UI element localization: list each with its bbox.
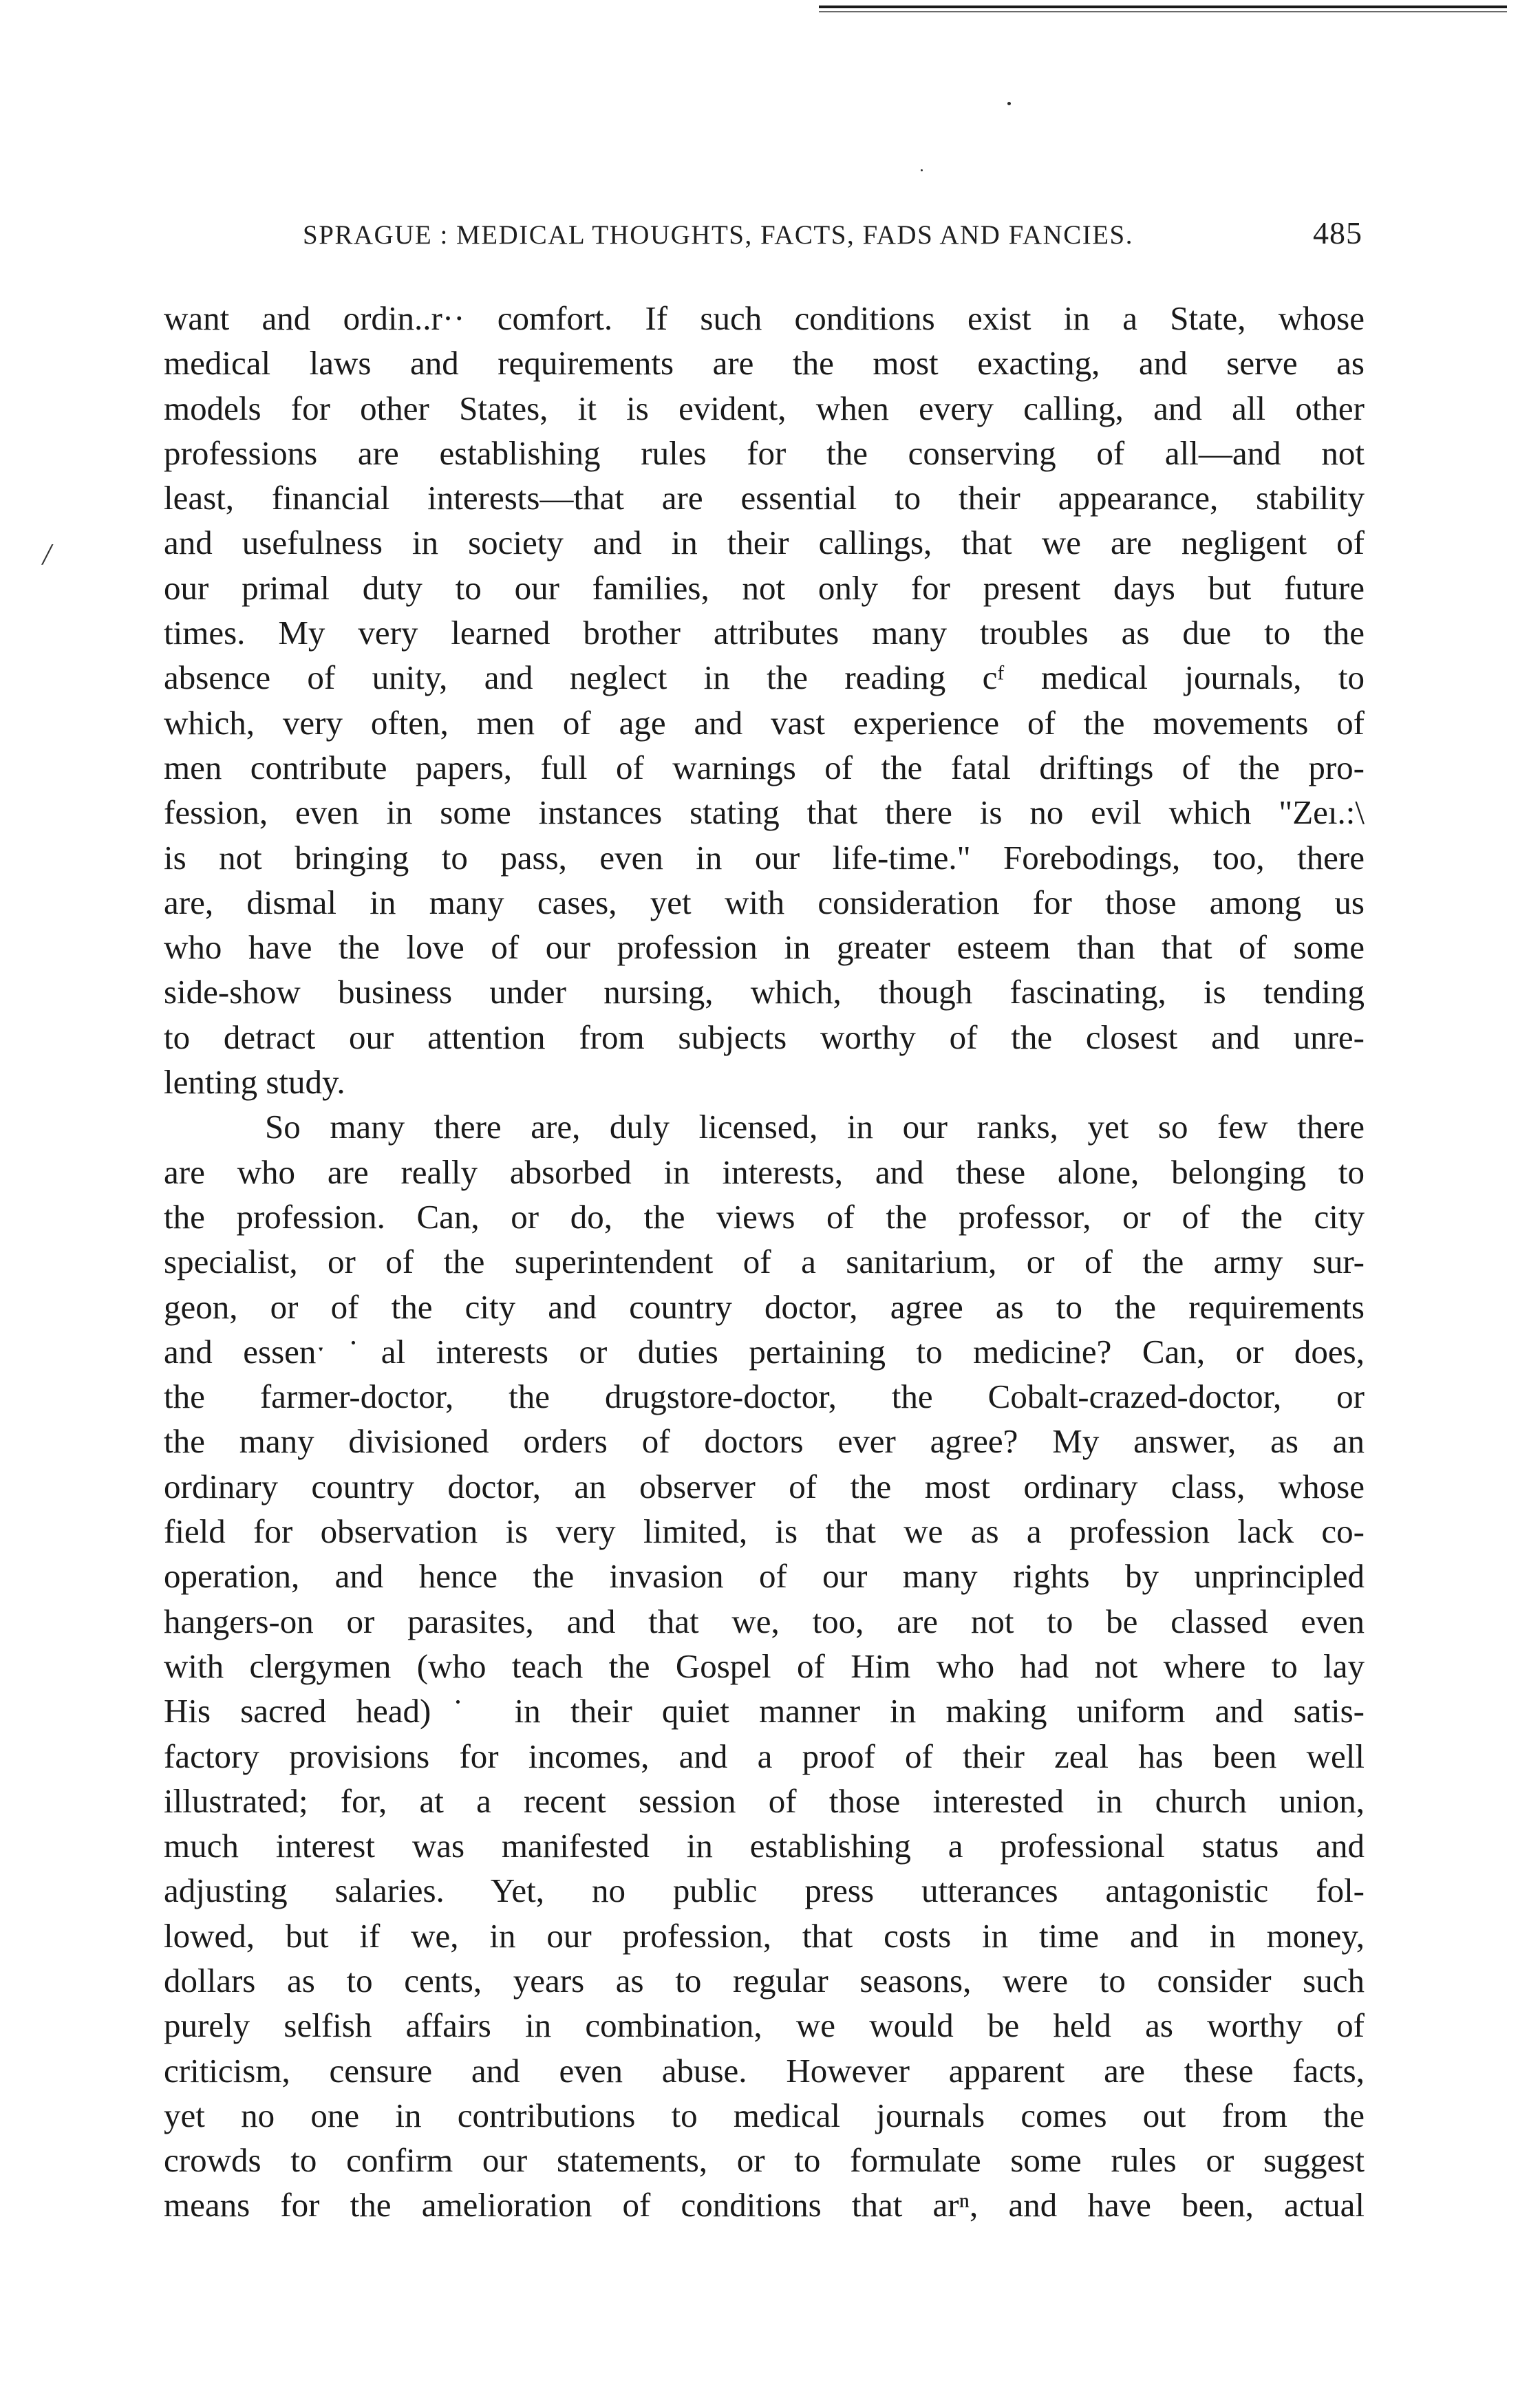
text-line: So many there are, duly licensed, in our ranks, yet so few there <box>265 1108 1365 1146</box>
text-line: fession, even in some instances stating that there is no evil which "Zeı.:\ <box>164 793 1365 832</box>
text-line: operation, and hence the invasion of our many rights by unprincipled <box>164 1557 1365 1596</box>
text-line: men contribute papers, full of warnings of the fatal driftings of the pro- <box>164 748 1365 786</box>
text-line: His sacred head)˙ in their quiet manner in making uniform and satis- <box>164 1692 1365 1730</box>
margin-mark: / <box>43 537 52 571</box>
text-line: field for observation is very limited, is that we as a profession lack co- <box>164 1512 1365 1551</box>
top-rule <box>819 6 1507 8</box>
top-rule-thin <box>819 11 1507 12</box>
text-line: models for other States, it is evident, when every calling, and all other <box>164 389 1365 427</box>
text-line: medical laws and requirements are the most exacting, and serve as <box>164 344 1365 383</box>
text-line: criticism, censure and even abuse. However apparent are these facts, <box>164 2051 1365 2090</box>
paragraph <box>164 296 1365 1104</box>
text-line: dollars as to cents, years as to regular seasons, were to consider such <box>164 1961 1365 1999</box>
paragraph <box>164 1104 1365 2227</box>
text-line: is not bringing to pass, even in our life-time." Forebodings, too, there <box>164 838 1365 877</box>
scan-speck <box>1007 102 1011 105</box>
text-line: adjusting salaries. Yet, no public press utterances antagonistic fol- <box>164 1872 1365 1910</box>
text-line: illustrated; for, at a recent session of those interested in church union, <box>164 1781 1365 1820</box>
text-line: lowed, but if we, in our profession, that costs in time and in money, <box>164 1916 1365 1955</box>
text-line: to detract our attention from subjects worthy of the closest and unre- <box>164 1018 1365 1056</box>
text-line: lenting study. <box>164 1063 345 1102</box>
text-line: ordinary country doctor, an observer of the most ordinary class, whose <box>164 1467 1365 1505</box>
body-text <box>164 296 1365 2228</box>
text-line: are who are really absorbed in interests, and these alone, belonging to <box>164 1152 1365 1191</box>
text-line: geon, or of the city and country doctor, agree as to the requirements <box>164 1287 1365 1326</box>
text-line: the profession. Can, or do, the views of the professor, or of the city <box>164 1197 1365 1236</box>
text-line: hangers-on or parasites, and that we, too, are not to be classed even <box>164 1602 1365 1640</box>
text-line: the farmer-doctor, the drugstore-doctor, the Cobalt-crazed-doctor, or <box>164 1377 1365 1416</box>
text-line: factory provisions for incomes, and a proof of their zeal has been well <box>164 1737 1365 1775</box>
text-line: and essenˑ˙al interests or duties pertaining to medicine? Can, or does, <box>164 1332 1365 1371</box>
text-line: our primal duty to our families, not only for present days but future <box>164 568 1365 607</box>
text-line: side-show business under nursing, which, though fascinating, is tending <box>164 973 1365 1011</box>
text-line: yet no one in contributions to medical journals comes out from the <box>164 2096 1365 2134</box>
text-line: absence of unity, and neglect in the reading cᶠ medical journals, to <box>164 658 1365 697</box>
text-line: crowds to confirm our statements, or to formulate some rules or suggest <box>164 2141 1365 2180</box>
text-line: means for the amelioration of conditions that arⁿ, and have been, actual <box>164 2186 1365 2224</box>
page-number: 485 <box>1313 215 1362 250</box>
text-line: which, very often, men of age and vast experience of the movements of <box>164 703 1365 742</box>
text-line: want and ordin..r·· comfort. If such conditions exist in a State, whose <box>164 299 1365 337</box>
text-line: professions are establishing rules for the conserving of all—and not <box>164 433 1365 472</box>
text-line: with clergymen (who teach the Gospel of Him who had not where to lay <box>164 1647 1365 1685</box>
text-line: specialist, or of the superintendent of a sanitarium, or of the army sur- <box>164 1243 1365 1281</box>
text-line: much interest was manifested in establishing a professional status and <box>164 1827 1365 1865</box>
text-line: are, dismal in many cases, yet with consideration for those among us <box>164 883 1365 921</box>
text-line: who have the love of our profession in greater esteem than that of some <box>164 928 1365 967</box>
text-line: and usefulness in society and in their callings, that we are negligent of <box>164 524 1365 562</box>
scan-speck <box>921 169 923 171</box>
running-head <box>303 215 1362 251</box>
running-head-title: SPRAGUE : MEDICAL THOUGHTS, FACTS, FADS AND FANCIES. <box>303 220 1133 250</box>
text-line: times. My very learned brother attributes many troubles as due to the <box>164 614 1365 652</box>
text-line: least, financial interests—that are essential to their appearance, stability <box>164 479 1365 517</box>
text-line: purely selfish affairs in combination, we would be held as worthy of <box>164 2006 1365 2045</box>
text-line: the many divisioned orders of doctors ever agree? My answer, as an <box>164 1422 1365 1461</box>
